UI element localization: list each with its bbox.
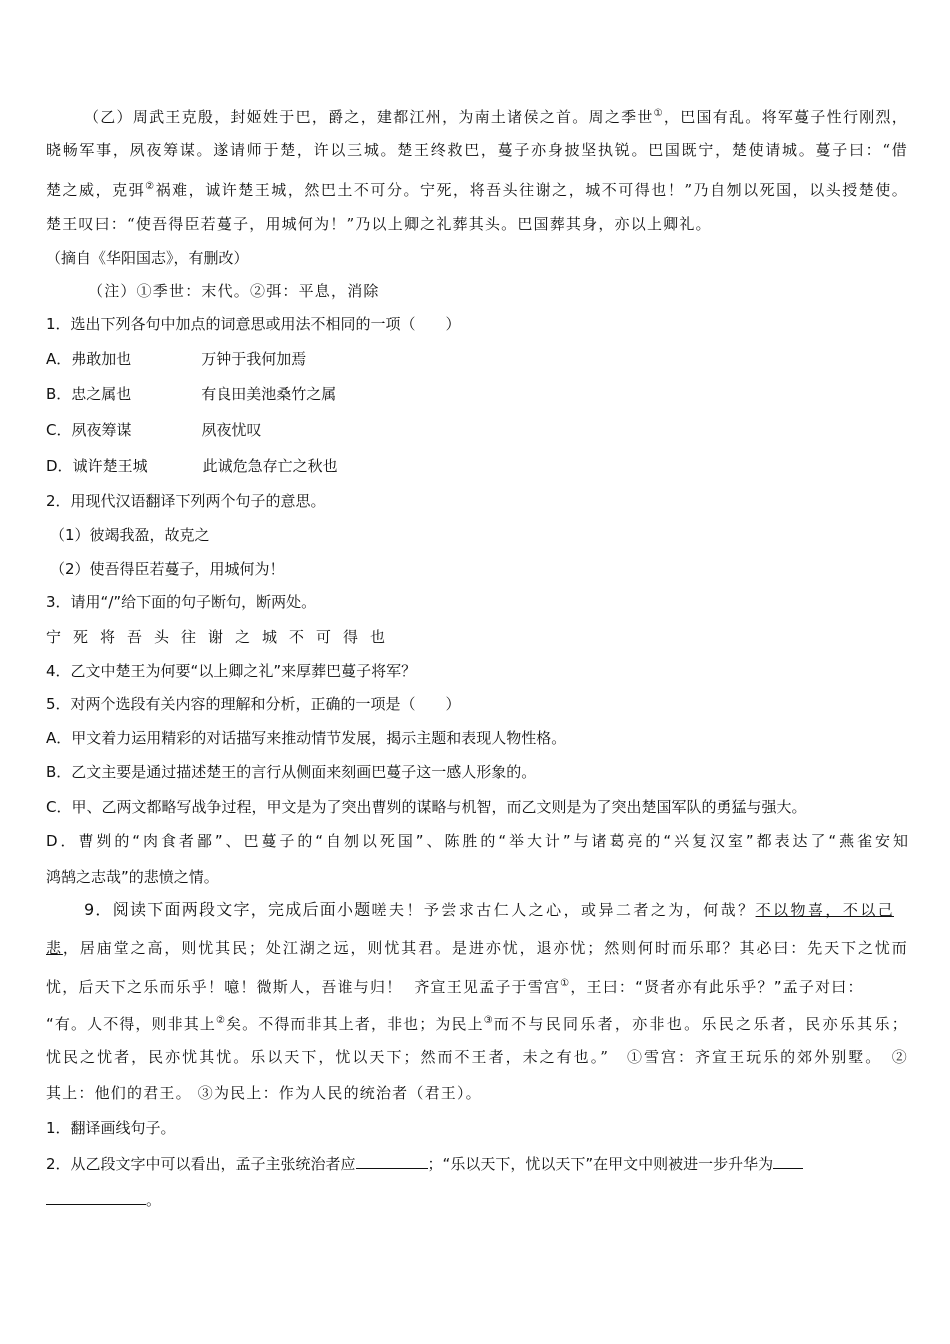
question-9-line-4 [46,1011,908,1034]
text: 2．从乙段文字中可以看出，孟子主张统治者应 [46,1155,356,1173]
question-9-sub-2-continued [46,1190,161,1210]
answer-blank-1[interactable] [356,1154,428,1169]
option-label: D． [46,457,73,475]
text: ，巴国有乱。将军蔓子性行刚烈， [663,108,908,126]
option-label: C． [46,421,72,439]
option-right: 此诚危急存亡之秋也 [202,457,338,475]
question-2-item-1: （1）彼竭我盈，故克之 [50,526,210,544]
passage-yi-line-4: 楚王叹曰：“使吾得臣若蔓子，用城何为！”乃以上卿之礼葬其头。巴国葬其身，亦以上卿礼。 [46,215,712,233]
footnote-marker: ② [215,1015,227,1026]
text: 楚之威，克弭 [46,181,146,199]
option-left: 夙夜筹谋 [71,421,132,439]
text: 嗟夫！予尝求古仁人之心，或异二者之为，何哉？ [371,901,756,919]
text: 齐宣王见孟子于雪宫 [414,978,561,996]
passage-yi-line-1 [84,104,908,127]
question-9-sub-1: 1．翻译画线句子。 [46,1119,176,1137]
text: 。 [146,1191,162,1209]
annotation-notes: （注）①季世：末代。②弭：平息，消除 [88,282,380,300]
question-5-option-d[interactable]: D．曹刿的“肉食者鄙”、巴蔓子的“自刎以死国”、陈胜的“举大计”与诸葛亮的“兴复汉室”都表达了“燕雀安知 [46,832,908,850]
option-left: 忠之属也 [71,385,132,403]
question-9-line-2 [46,938,908,958]
option-label: B． [46,385,72,403]
footnote-marker: ① [560,978,571,989]
option-left: 诚许楚王城 [72,457,148,475]
option-left: 弗敢加也 [71,350,132,368]
text: ，居庙堂之高，则忧其民；处江湖之远，则忧其君。是进亦忧，退亦忧；然则何时而乐耶？其必曰：先天下之忧而 [62,939,908,957]
question-3-stem: 3．请用“/”给下面的句子断句，断两处。 [46,593,317,611]
text: “有。人不得，则非其上 [46,1015,216,1033]
question-5-option-a[interactable]: A．甲文着力运用精彩的对话描写来推动情节发展，揭示主题和表现人物性格。 [46,729,567,747]
footnote-marker: ① [653,108,664,119]
text: （乙）周武王克殷，封姬姓于巴，爵之，建都江州，为南土诸侯之首。周之季世 [84,108,654,126]
answer-blank-2[interactable] [773,1154,803,1169]
question-5-option-c[interactable]: C．甲、乙两文都略写战争过程，甲文是为了突出曹刿的谋略与机智，而乙文则是为了突出楚国军队的勇猛与强大。 [46,798,807,816]
option-right: 万钟于我何加焉 [201,350,307,368]
question-9-intro: 9．阅读下面两段文字，完成后面小题 [84,900,372,919]
text: 而不与民同乐者，亦非也。乐民之乐者，民亦乐其乐； [493,1015,908,1033]
text: 忧，后天下之乐而乐乎！噫！微斯人，吾谁与归！ [46,978,403,996]
option-right: 有良田美池桑竹之属 [201,385,337,403]
passage-yi-line-2: 晓畅军事，夙夜筹谋。遂请师于楚，许以三城。楚王终救巴，蔓子亦身披坚执锐。巴国既宁，楚使请城。蔓子曰：“借 [46,141,908,159]
question-9-line-5: 忧民之忧者，民亦忧其忧。乐以天下，忧以天下；然而不王者，未之有也。” ①雪宫：齐宣王玩乐的郊外别墅。 ② [46,1048,908,1066]
question-5-option-b[interactable]: B．乙文主要是通过描述楚王的言行从侧面来刻画巴蔓子这一感人形象的。 [46,763,537,781]
question-5-option-d-continued: 鸿鹄之志哉”的悲愤之情。 [46,868,219,886]
question-1-option-c[interactable] [46,420,262,440]
text: 矣。不得而非其上者，非也；为民上 [226,1015,484,1033]
footnote-marker: ② [145,181,156,192]
question-4-stem: 4．乙文中楚王为何要“以上卿之礼”来厚葬巴蔓子将军？ [46,662,417,680]
question-9-line-3 [46,974,864,997]
answer-blank-2-continued[interactable] [46,1190,146,1205]
text: ，王曰：“贤者亦有此乐乎？”孟子对曰： [570,978,864,996]
option-right: 夙夜忧叹 [201,421,262,439]
question-2-stem: 2．用现代汉语翻译下列两个句子的意思。 [46,492,326,510]
text: 祸难，诚许楚王城，然巴土不可分。宁死，将吾头往谢之，城不可得也！”乃自刎以死国，以头授楚使。 [155,181,909,199]
question-5-stem: 5．对两个选段有关内容的理解和分析，正确的一项是（ ） [46,695,461,713]
question-3-sentence: 宁死将吾头往谢之城不可得也 [46,628,398,646]
footnote-marker: ③ [483,1015,494,1026]
option-label: A． [46,350,72,368]
text: ；“乐以天下，忧以天下”在甲文中则被进一步升华为 [427,1155,774,1173]
question-1-stem: 1．选出下列各句中加点的词意思或用法不相同的一项（ ） [46,315,461,333]
question-1-option-d[interactable] [46,456,338,476]
question-9-line-6: 其上：他们的君王。 ③为民上：作为人民的统治者（君王）。 [46,1084,482,1102]
source-citation: （摘自《华阳国志》，有删改） [46,249,249,267]
passage-yi-line-3 [46,177,908,200]
underlined-sentence: 不以物喜，不以己 [755,901,894,919]
question-9-sub-2 [46,1154,803,1174]
question-1-option-b[interactable] [46,384,336,404]
question-9-line-1 [84,900,894,920]
question-1-option-a[interactable] [46,349,306,369]
underlined-sentence: 悲 [46,939,63,957]
question-2-item-2: （2）使吾得臣若蔓子，用城何为！ [50,560,285,578]
